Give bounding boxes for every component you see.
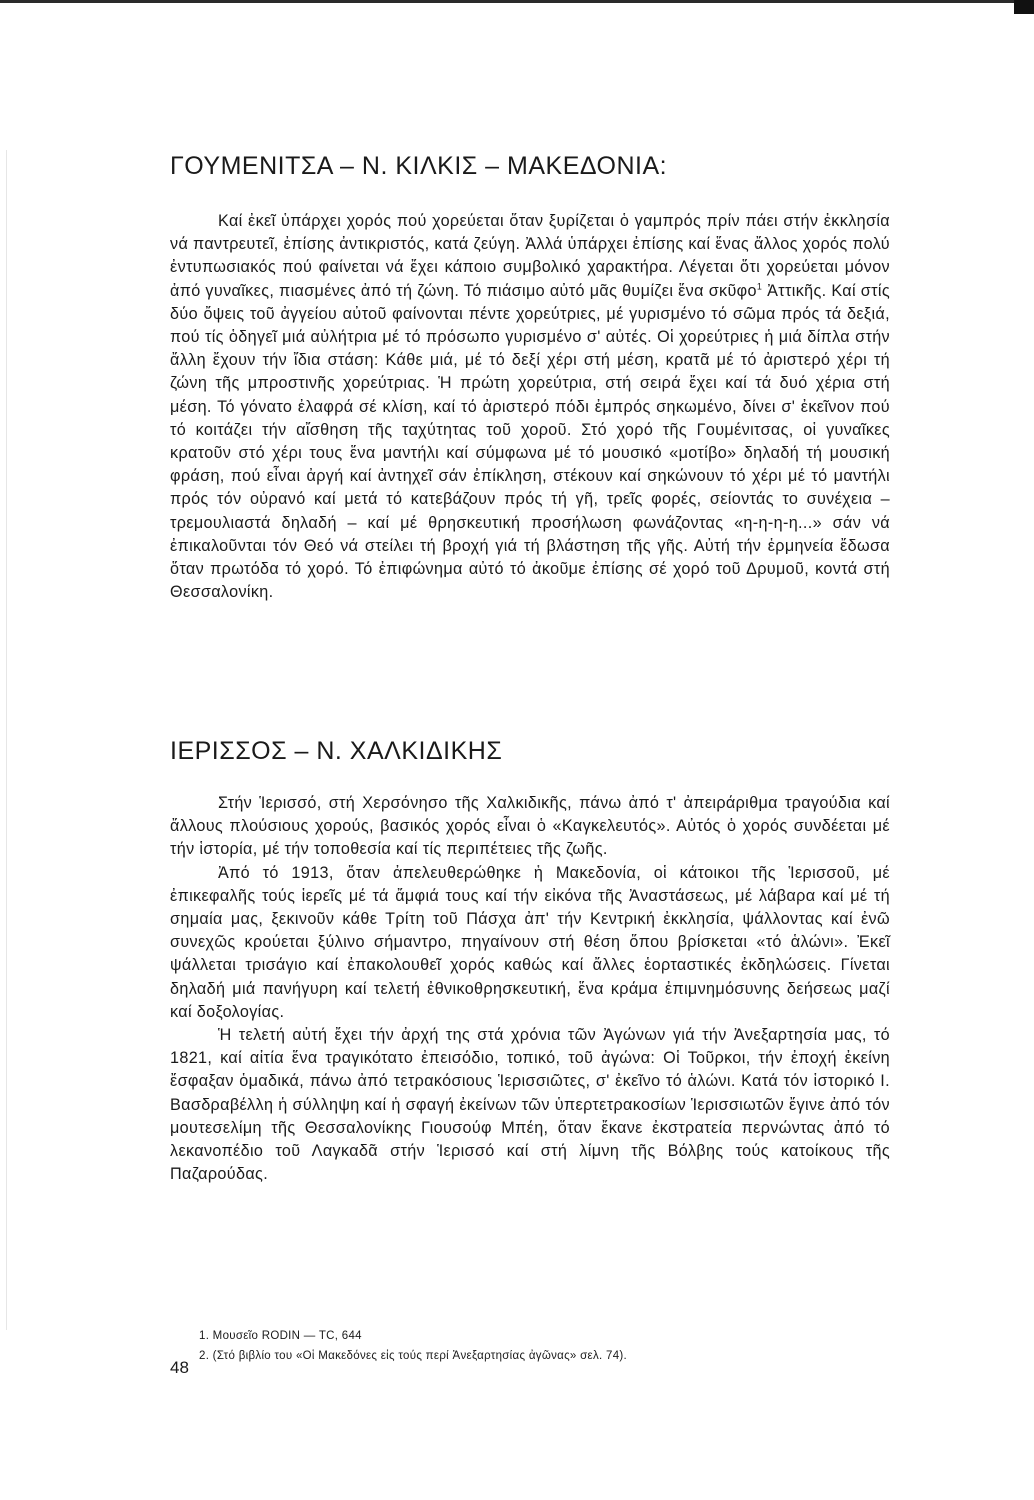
footnote-2: 2. (Στό βιβλίο του «Οἱ Μακεδόνες εἰς τούς περί Ἀνεξαρτησίας ἀγῶνας» σελ. 74). xyxy=(199,1350,628,1362)
paragraph-text-part-a: Καί ἐκεῖ ὑπάρχει χορός πού χορεύεται ὅταν ξυρίζεται ὁ γαμπρός πρίν πάει στήν ἐκκλησία νά παντρευτεῖ, ἐπίσης ἀντικριστός, κατά ζεύγη. Ἀλλά ὑπάρχει ἐπίσης καί ἕνας ἄλλος χορός πολύ ἐντυπωσιακός πού φαίνεται νά ἔχει κάποιο συμβολικό χαρακτήρα. Λέγεται ὅτι χορεύεται μόνον ἀπό γυναῖκες, πιασμένες ἀπό τή ζώνη. Τό πιάσιμο αὐτό μᾶς θυμίζει ἕνα σκῦφο xyxy=(170,212,890,300)
page-number: 48 xyxy=(170,1358,189,1377)
section-body-ierissos xyxy=(170,792,890,1186)
section-body-goumenitsa xyxy=(170,210,890,604)
paragraph: Ἡ τελετή αὐτή ἔχει τήν ἀρχή της στά χρόνια τῶν Ἀγώνων γιά τήν Ἀνεξαρτησία μας, τό 1821, καί αἰτία ἕνα τραγικότατο ἐπεισόδιο, τοπικό, τοῦ ἀγώνα: Οἱ Τοῦρκοι, τήν ἐποχή ἐκείνη ἔσφαξαν ὁμαδικά, πάνω ἀπό τετρακόσιους Ἱερισσιῶτες, σ' ἐκεῖνο τό ἁλώνι. Κατά τόν ἱστορικό Ι. Βασδραβέλλη ἡ σύλληψη καί ἡ σφαγή ἐκείνων τῶν ὑπερτετρακοσίων Ἱερισσιωτῶν ἔγινε ἀπό τόν μουτεσελίμη τῆς Θεσσαλονίκης Γιουσούφ Μπέη, ὅταν ἔκανε ἐκστρατεία περνώντας ἀπό τό λεκανοπέδιο τοῦ Λαγκαδᾶ στήν Ἱερισσό καί στή λίμνη τῆς Βόλβης τούς κατοίκους τῆς Παζαρούδας. xyxy=(170,1026,890,1184)
footnotes xyxy=(199,1326,627,1366)
paragraph: Ἀπό τό 1913, ὅταν ἀπελευθερώθηκε ἡ Μακεδονία, οἱ κάτοικοι τῆς Ἱερισσοῦ, μέ ἐπικεφαλῆς τούς ἱερεῖς μέ τά ἄμφιά τους καί τήν εἰκόνα τῆς Ἀναστάσεως, μέ λάβαρα καί μέ τή σημαία μας, ξεκινοῦν κάθε Τρίτη τοῦ Πάσχα ἀπ' τήν Κεντρική ἐκκλησία, ψάλλοντας καί ἐνῶ συνεχῶς κρούεται ξύλινο σήμαντρο, πηγαίνουν στή θέση ὅπου βρίσκεται «τό ἁλώνι». Ἐκεῖ ψάλλεται τρισάγιο καί ἐπακολουθεῖ χορός καθώς καί ἄλλες ἑορταστικές ἐκδηλώσεις. Γίνεται δηλαδή μιά πανήγυρη καί τελετή ἐθνικοθρησκευτική, ἕνα κράμα ἐπιμνημόσυνης δεήσεως μαζί καί δοξολογίας. xyxy=(170,863,890,1021)
scan-corner-mark xyxy=(1014,0,1034,14)
scan-top-border xyxy=(0,0,1034,3)
scan-left-edge xyxy=(6,150,7,1330)
footnote-1: 1. Μουσεῖο RODIN — TC, 644 xyxy=(199,1330,362,1342)
paragraph: Στήν Ἱερισσό, στή Χερσόνησο τῆς Χαλκιδικῆς, πάνω ἀπό τ' ἀπειράριθμα τραγούδια καί ἄλλους πλούσιους χορούς, βασικός χορός εἶναι ὁ «Καγκελευτός». Αὐτός ὁ χορός συνδέεται μέ τήν ἱστορία, μέ τήν τοποθεσία καί τίς περιπέτειες τῆς ζωῆς. xyxy=(170,794,890,859)
paragraph-text-part-b: Ἀττικῆς. Καί στίς δύο ὄψεις τοῦ ἀγγείου αὐτοῦ φαίνονται πέντε χορεύτριες, μέ γυρισμένο τό σῶμα πρός τά δεξιά, πού τίς ὁδηγεῖ μιά αὐλήτρια μέ τό πρόσωπο γυρισμένο σ' αὐτές. Οἱ χορεύτριες ἡ μιά δίπλα στήν ἄλλη ἔχουν τήν ἴδια στάση: Κάθε μιά, μέ τό δεξί χέρι στή μέση, κρατᾶ μέ τό ἀριστερό χέρι τή ζώνη τῆς μπροστινῆς χορεύτριας. Ἡ πρώτη χορεύτρια, στή σειρά ἔχει καί τά δυό χέρια στή μέση. Τό γόνατο ἐλαφρά σέ κλίση, καί τό ἀριστερό πόδι ἐμπρός σηκωμένο, δίνει σ' ἐκεῖνον πού τό κοιτάζει τήν αἴσθηση τῆς ταχύτητας τοῦ χοροῦ. Στό χορό τῆς Γουμένιτσας, οἱ γυναῖκες κρατοῦν στό χέρι τους ἕνα μαντήλι καί σύμφωνα μέ τό μουσικό «μοτίβο» δηλαδή τή μουσική φράση, πού εἶναι ἀργή καί ἀντηχεῖ σάν ἐπίκληση, στέκουν καί σηκώνουν τό χέρι μέ τό μαντήλι πρός τόν οὐρανό καί μετά τό κατεβάζουν πρός τή γῆ, τρεῖς φορές, σείοντάς το συνέχεια – τρεμουλιαστά δηλαδή – καί μέ θρησκευτική προσήλωση φωνάζοντας «η-η-η-η...» σάν νά ἐπικαλοῦνται τόν Θεό νά στείλει τή βροχή γιά τή βλάστηση τῆς γῆς. Αὐτή τήν ἑρμηνεία ἔδωσα ὅταν πρωτόδα τό χορό. Τό ἐπιφώνημα αὐτό τό ἀκοῦμε ἐπίσης σέ χορό τοῦ Δρυμοῦ, κοντά στή Θεσσαλονίκη. xyxy=(170,281,890,602)
section-heading-goumenitsa: ΓΟΥΜΕΝΙΤΣΑ – Ν. ΚΙΛΚΙΣ – ΜΑΚΕΔΟΝΙΑ: xyxy=(170,152,668,180)
footnote-ref-1: 1 xyxy=(756,281,763,292)
section-heading-ierissos: ΙΕΡΙΣΣΟΣ – Ν. ΧΑΛΚΙΔΙΚΗΣ xyxy=(170,737,503,765)
paragraph xyxy=(170,210,890,604)
